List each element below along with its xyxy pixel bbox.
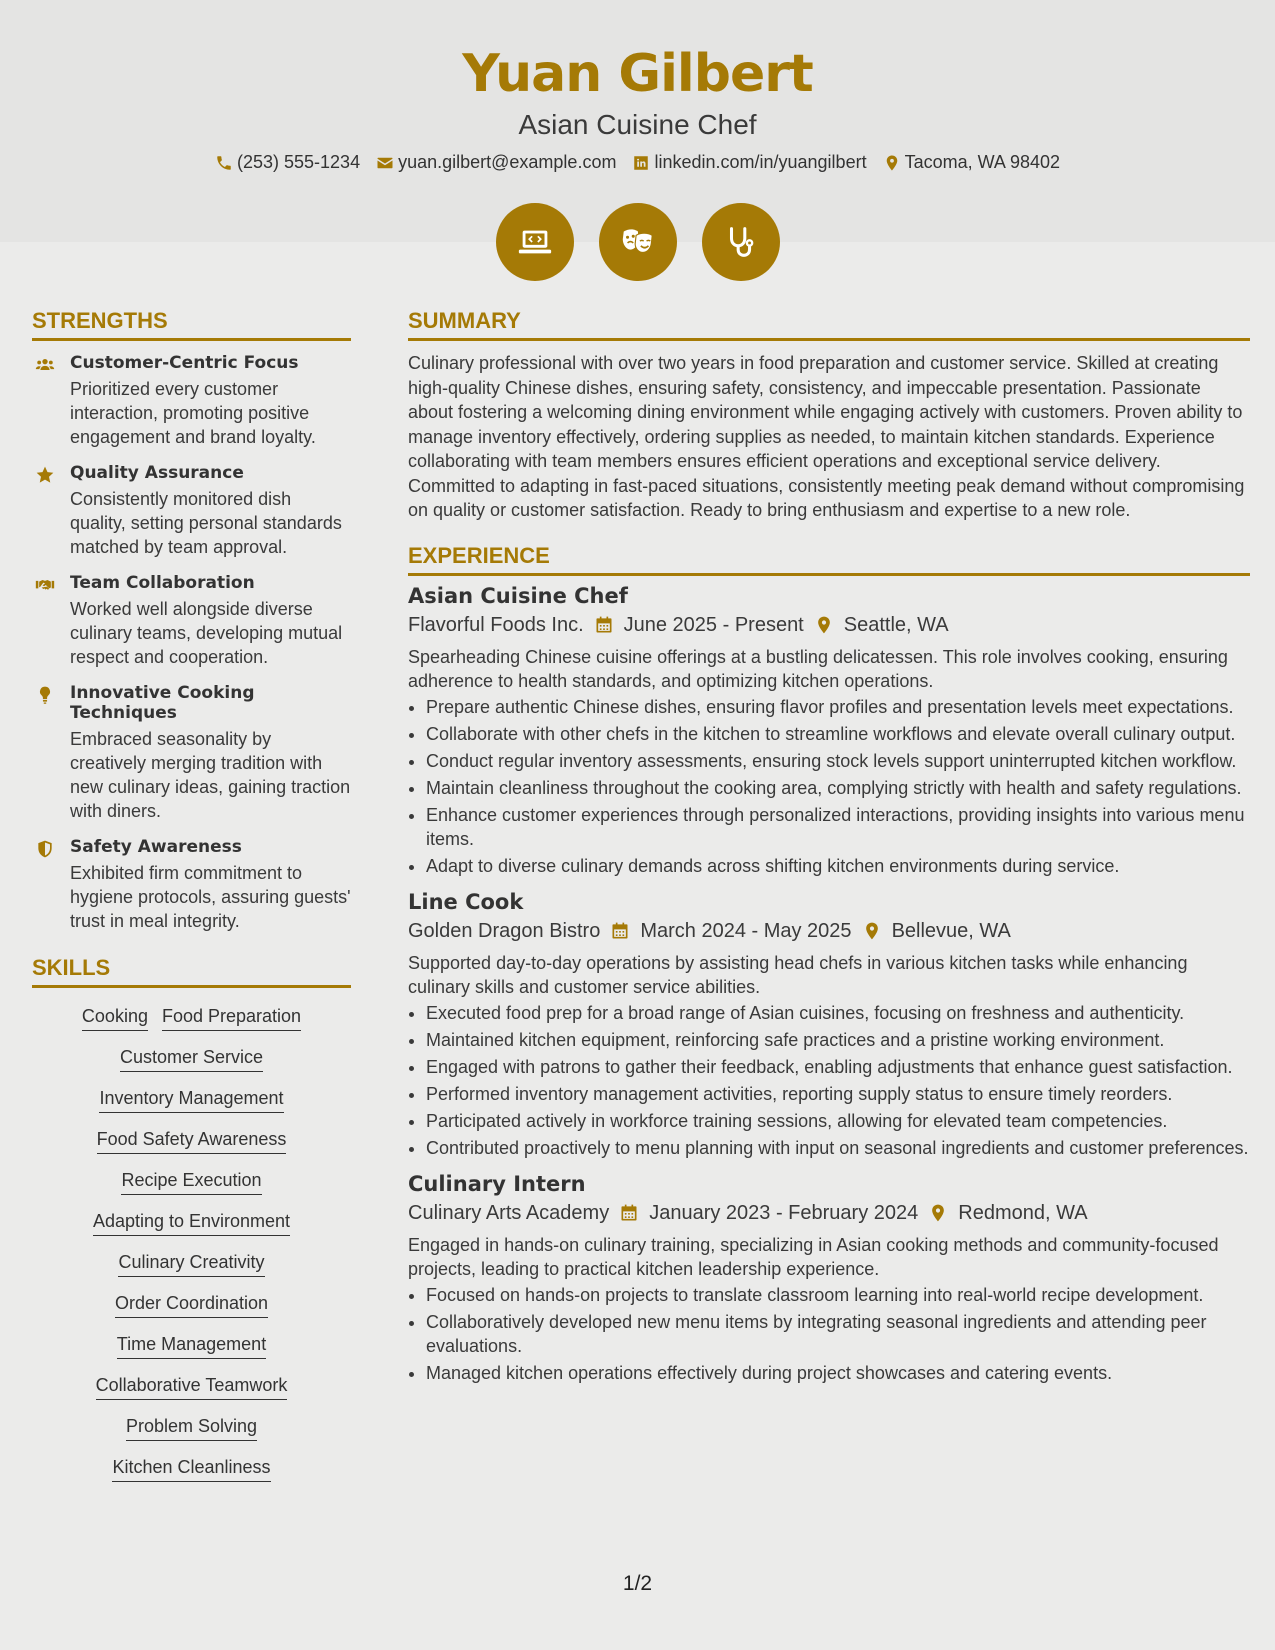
candidate-name: Yuan Gilbert (462, 44, 813, 104)
users-icon (35, 355, 55, 375)
strengths-heading: STRENGTHS (32, 308, 351, 341)
job-bullet: • Adapt to diverse culinary demands across shifting kitchen environments during service. (426, 854, 1250, 878)
map-pin-icon (814, 615, 834, 635)
job-bullets (408, 1283, 1250, 1385)
contact-bar (0, 152, 1275, 173)
strength-item (32, 683, 351, 823)
skill-tag: Collaborative Teamwork (96, 1375, 288, 1400)
job-bullet: • Maintain cleanliness throughout the cooking area, complying strictly with health and safety regulations. (426, 776, 1250, 800)
job-bullet: • Performed inventory management activities, reporting supply status to ensure timely reorders. (426, 1082, 1250, 1106)
skill-tag: Recipe Execution (121, 1170, 261, 1195)
map-pin-icon (883, 154, 901, 172)
experience-heading: EXPERIENCE (408, 543, 1250, 576)
map-pin-icon (928, 1203, 948, 1223)
job-location: Bellevue, WA (891, 919, 1011, 942)
strength-desc: Exhibited firm commitment to hygiene protocols, assuring guests' trust in meal integrity. (70, 863, 351, 931)
job-company: Culinary Arts Academy (408, 1201, 610, 1224)
summary-heading: SUMMARY (408, 308, 1250, 341)
lightbulb-icon (35, 685, 55, 705)
job-location: Seattle, WA (843, 613, 949, 636)
job-entry (408, 584, 1250, 878)
contact-linkedin[interactable] (632, 152, 866, 173)
contact-location (883, 152, 1060, 173)
phone-icon (215, 154, 233, 172)
location-text: Tacoma, WA 98402 (904, 152, 1060, 172)
stethoscope-icon (722, 223, 760, 261)
job-bullet: • Participated actively in workforce training sessions, allowing for elevated team competencies. (426, 1109, 1250, 1133)
job-title: Culinary Intern (408, 1171, 586, 1196)
strength-item (32, 353, 351, 449)
linkedin-text: linkedin.com/in/yuangilbert (654, 152, 867, 172)
skill-tag: Kitchen Cleanliness (112, 1457, 270, 1482)
contact-phone[interactable] (215, 152, 360, 173)
summary-text: Culinary professional with over two years in food preparation and customer service. Skilled at creating high-quality Chinese dishes, ensuring safety, consistency, and impeccable presentation. Passionate about fostering a welcoming dining environment while engaging actively with customers. Proven ability to manage inventory effectively, ordering supplies as needed, to maintain kitchen standards. Experience collaborating with team members ensures efficient operations and exceptional service delivery. Committed to adapting in fast-paced situations, consistently meeting peak demand without compromising on quality or customer satisfaction. Ready to bring enthusiasm and expertise to a new role. (408, 353, 1245, 520)
skill-tag: Time Management (117, 1334, 266, 1359)
strength-title: Quality Assurance (70, 463, 244, 483)
job-location: Redmond, WA (958, 1201, 1088, 1224)
skill-tag: Cooking (82, 1006, 148, 1031)
job-bullet: • Collaboratively developed new menu items by integrating seasonal ingredients and attending peer evaluations. (426, 1310, 1250, 1358)
job-bullet: • Enhance customer experiences through personalized interactions, providing insights into various menu items. (426, 803, 1250, 851)
job-dates: January 2023 - February 2024 (649, 1201, 919, 1224)
strength-item (32, 463, 351, 559)
job-bullet: • Collaborate with other chefs in the kitchen to streamline workflows and elevate overall culinary output. (426, 722, 1250, 746)
job-desc: Spearheading Chinese cuisine offerings at a bustling delicatessen. This role involves cooking, ensuring adherence to health standards, and optimizing kitchen operations. (408, 646, 1228, 691)
skill-tag: Culinary Creativity (118, 1252, 264, 1277)
map-pin-icon (862, 921, 882, 941)
job-desc: Engaged in hands-on culinary training, specializing in Asian cooking methods and community-focused projects, leading to practical kitchen leadership experience. (408, 1234, 1219, 1279)
page-number: 1/2 (622, 1572, 653, 1595)
theater-masks-icon (619, 223, 657, 261)
job-meta (408, 920, 1250, 943)
shield-icon (35, 839, 55, 859)
job-bullet: • Contributed proactively to menu planning with input on seasonal ingredients and customer preferences. (426, 1136, 1250, 1160)
strength-item (32, 573, 351, 669)
interest-circle (702, 203, 780, 281)
interest-circle (496, 203, 574, 281)
strength-item (32, 837, 351, 933)
linkedin-icon (632, 154, 650, 172)
job-bullet: • Focused on hands-on projects to translate classroom learning into real-world recipe development. (426, 1283, 1250, 1307)
skills-list (32, 1002, 351, 1482)
skill-tag: Customer Service (120, 1047, 263, 1072)
strength-title: Team Collaboration (70, 573, 255, 593)
laptop-code-icon (516, 223, 554, 261)
strength-desc: Worked well alongside diverse culinary teams, developing mutual respect and cooperation. (70, 599, 343, 667)
right-column (408, 308, 1250, 1397)
skills-heading: SKILLS (32, 955, 351, 988)
job-bullet: • Maintained kitchen equipment, reinforcing safe practices and a pristine working environment. (426, 1028, 1250, 1052)
strength-title: Innovative Cooking Techniques (70, 683, 255, 723)
interest-circle (599, 203, 677, 281)
job-meta (408, 614, 1250, 637)
envelope-icon (376, 154, 394, 172)
skill-tag: Inventory Management (99, 1088, 283, 1113)
candidate-title: Asian Cuisine Chef (518, 109, 757, 140)
skill-tag: Order Coordination (115, 1293, 268, 1318)
phone-text: (253) 555-1234 (236, 152, 361, 172)
skill-tag: Problem Solving (126, 1416, 257, 1441)
calendar-icon (619, 1203, 639, 1223)
job-entry (408, 890, 1250, 1160)
email-text: yuan.gilbert@example.com (398, 152, 617, 172)
strength-desc: Embraced seasonality by creatively merging tradition with new culinary ideas, gaining traction with diners. (70, 729, 351, 821)
job-bullet: • Conduct regular inventory assessments, ensuring stock levels support uninterrupted kitchen workflow. (426, 749, 1250, 773)
calendar-icon (594, 615, 614, 635)
strength-title: Customer-Centric Focus (70, 353, 299, 373)
strength-desc: Consistently monitored dish quality, setting personal standards matched by team approval. (70, 489, 342, 557)
star-icon (35, 465, 55, 485)
contact-email[interactable] (376, 152, 616, 173)
job-bullet: • Managed kitchen operations effectively during project showcases and catering events. (426, 1361, 1250, 1385)
skill-tag: Food Preparation (162, 1006, 301, 1031)
job-bullet: • Prepare authentic Chinese dishes, ensuring flavor profiles and presentation levels meet expectations. (426, 695, 1250, 719)
job-bullets (408, 1001, 1250, 1160)
left-column (32, 308, 351, 1482)
job-meta (408, 1202, 1250, 1225)
job-company: Flavorful Foods Inc. (408, 613, 584, 636)
job-bullets (408, 695, 1250, 878)
job-entry (408, 1172, 1250, 1385)
calendar-icon (610, 921, 630, 941)
strength-desc: Prioritized every customer interaction, promoting positive engagement and brand loyalty. (70, 379, 316, 447)
job-dates: March 2024 - May 2025 (640, 919, 852, 942)
job-bullet: • Engaged with patrons to gather their feedback, enabling adjustments that enhance guest satisfaction. (426, 1055, 1250, 1079)
job-bullet: • Executed food prep for a broad range of Asian cuisines, focusing on freshness and authenticity. (426, 1001, 1250, 1025)
handshake-icon (35, 575, 55, 595)
interest-icons (0, 203, 1275, 281)
job-title: Line Cook (408, 889, 524, 914)
job-dates: June 2025 - Present (623, 613, 804, 636)
strength-title: Safety Awareness (70, 837, 242, 857)
skill-tag: Adapting to Environment (93, 1211, 290, 1236)
skill-tag: Food Safety Awareness (97, 1129, 287, 1154)
job-title: Asian Cuisine Chef (408, 583, 628, 608)
job-desc: Supported day-to-day operations by assisting head chefs in various kitchen tasks while enhancing culinary skills and customer service abilities. (408, 952, 1188, 997)
job-company: Golden Dragon Bistro (408, 919, 601, 942)
